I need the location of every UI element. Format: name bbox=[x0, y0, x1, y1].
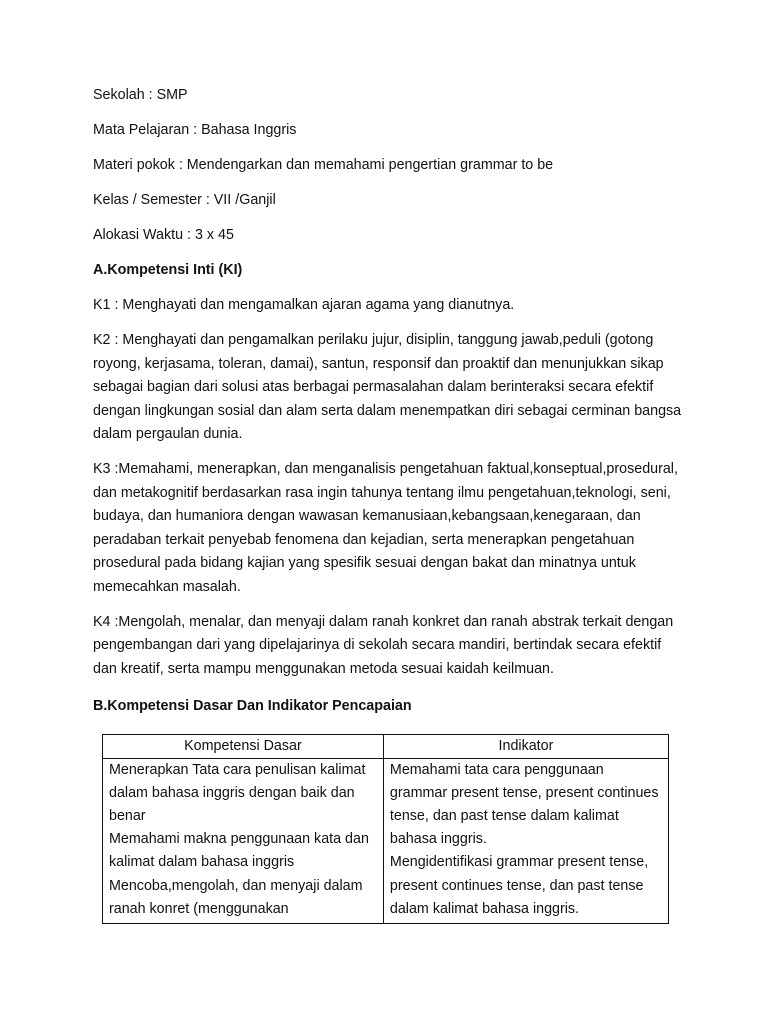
kd-line: benar bbox=[109, 807, 146, 824]
document-content bbox=[93, 84, 683, 924]
indikator-cell bbox=[383, 758, 668, 923]
kd-line: Menerapkan Tata cara penulisan kalimat bbox=[109, 761, 366, 778]
section-a-heading: A.Kompetensi Inti (KI) bbox=[93, 262, 243, 278]
indikator-line: tense, dan past tense dalam kalimat bbox=[389, 807, 619, 824]
kd-line: ranah konret (menggunakan bbox=[109, 900, 289, 917]
indikator-line: Memahami tata cara penggunaan bbox=[389, 761, 604, 778]
kompetensi-dasar-cell bbox=[103, 758, 384, 923]
school-line: Sekolah : SMP bbox=[93, 87, 188, 103]
indikator-line: grammar present tense, present continues bbox=[389, 784, 659, 801]
section-b-heading: B.Kompetensi Dasar Dan Indikator Pencapaian bbox=[93, 698, 412, 714]
time-allocation-line: Alokasi Waktu : 3 x 45 bbox=[93, 227, 234, 243]
indikator-line: bahasa inggris. bbox=[389, 831, 487, 848]
indikator-line: Mengidentifikasi grammar present tense, bbox=[389, 854, 649, 871]
kd-line: Mencoba,mengolah, dan menyaji dalam bbox=[109, 877, 363, 894]
k2-paragraph: K2 : Menghayati dan pengamalkan perilaku jujur, disiplin, tanggung jawab,peduli (gotong royong, kerjasama, toleran, damai), santun, responsif dan proaktif dan menunjukkan sikap sebagai bagian dari solusi atas berbagai permasalahan dalam berinteraksi secara efektif dengan lingkungan sosial dan alam serta dalam menempatkan diri sebagai cerminan bangsa dalam pergaulan dunia. bbox=[93, 332, 682, 442]
table-row bbox=[103, 758, 669, 923]
header-indikator: Indikator bbox=[383, 734, 668, 758]
kd-line: dalam bahasa inggris dengan baik dan bbox=[109, 784, 355, 801]
indikator-line: present continues tense, dan past tense bbox=[389, 877, 644, 894]
k1-paragraph: K1 : Menghayati dan mengamalkan ajaran agama yang dianutnya. bbox=[93, 297, 515, 313]
indikator-line: dalam kalimat bahasa inggris. bbox=[389, 900, 580, 917]
kd-line: kalimat dalam bahasa inggris bbox=[109, 854, 295, 871]
competency-table-wrapper bbox=[102, 734, 669, 924]
competency-table bbox=[102, 734, 669, 924]
header-kompetensi-dasar: Kompetensi Dasar bbox=[103, 734, 384, 758]
subject-line: Mata Pelajaran : Bahasa Inggris bbox=[93, 122, 297, 138]
k4-paragraph: K4 :Mengolah, menalar, dan menyaji dalam ranah konkret dan ranah abstrak terkait dengan pengembangan dari yang dipelajarinya di sekolah secara mandiri, bertindak secara efektif dan kreatif, serta mampu menggunakan metoda sesuai kaidah keilmuan. bbox=[93, 613, 674, 677]
table-header-row bbox=[103, 734, 669, 758]
k3-paragraph: K3 :Memahami, menerapkan, dan menganalisis pengetahuan faktual,konseptual,prosedural, dan metakognitif berdasarkan rasa ingin tahunya tentang ilmu pengetahuan,teknologi, seni, budaya, dan humaniora dengan wawasan kemanusiaan,kebangsaan,kenegaraan, dan peradaban terkait penyebab fenomena dan kejadian, serta menerapkan pengetahuan prosedural pada bidang kajian yang spesifik sesuai dengan bakat dan minatnya untuk memecahkan masalah. bbox=[93, 461, 678, 595]
topic-line: Materi pokok : Mendengarkan dan memahami pengertian grammar to be bbox=[93, 157, 554, 173]
kd-line: Memahami makna penggunaan kata dan bbox=[109, 831, 369, 848]
class-semester-line: Kelas / Semester : VII /Ganjil bbox=[93, 192, 276, 208]
